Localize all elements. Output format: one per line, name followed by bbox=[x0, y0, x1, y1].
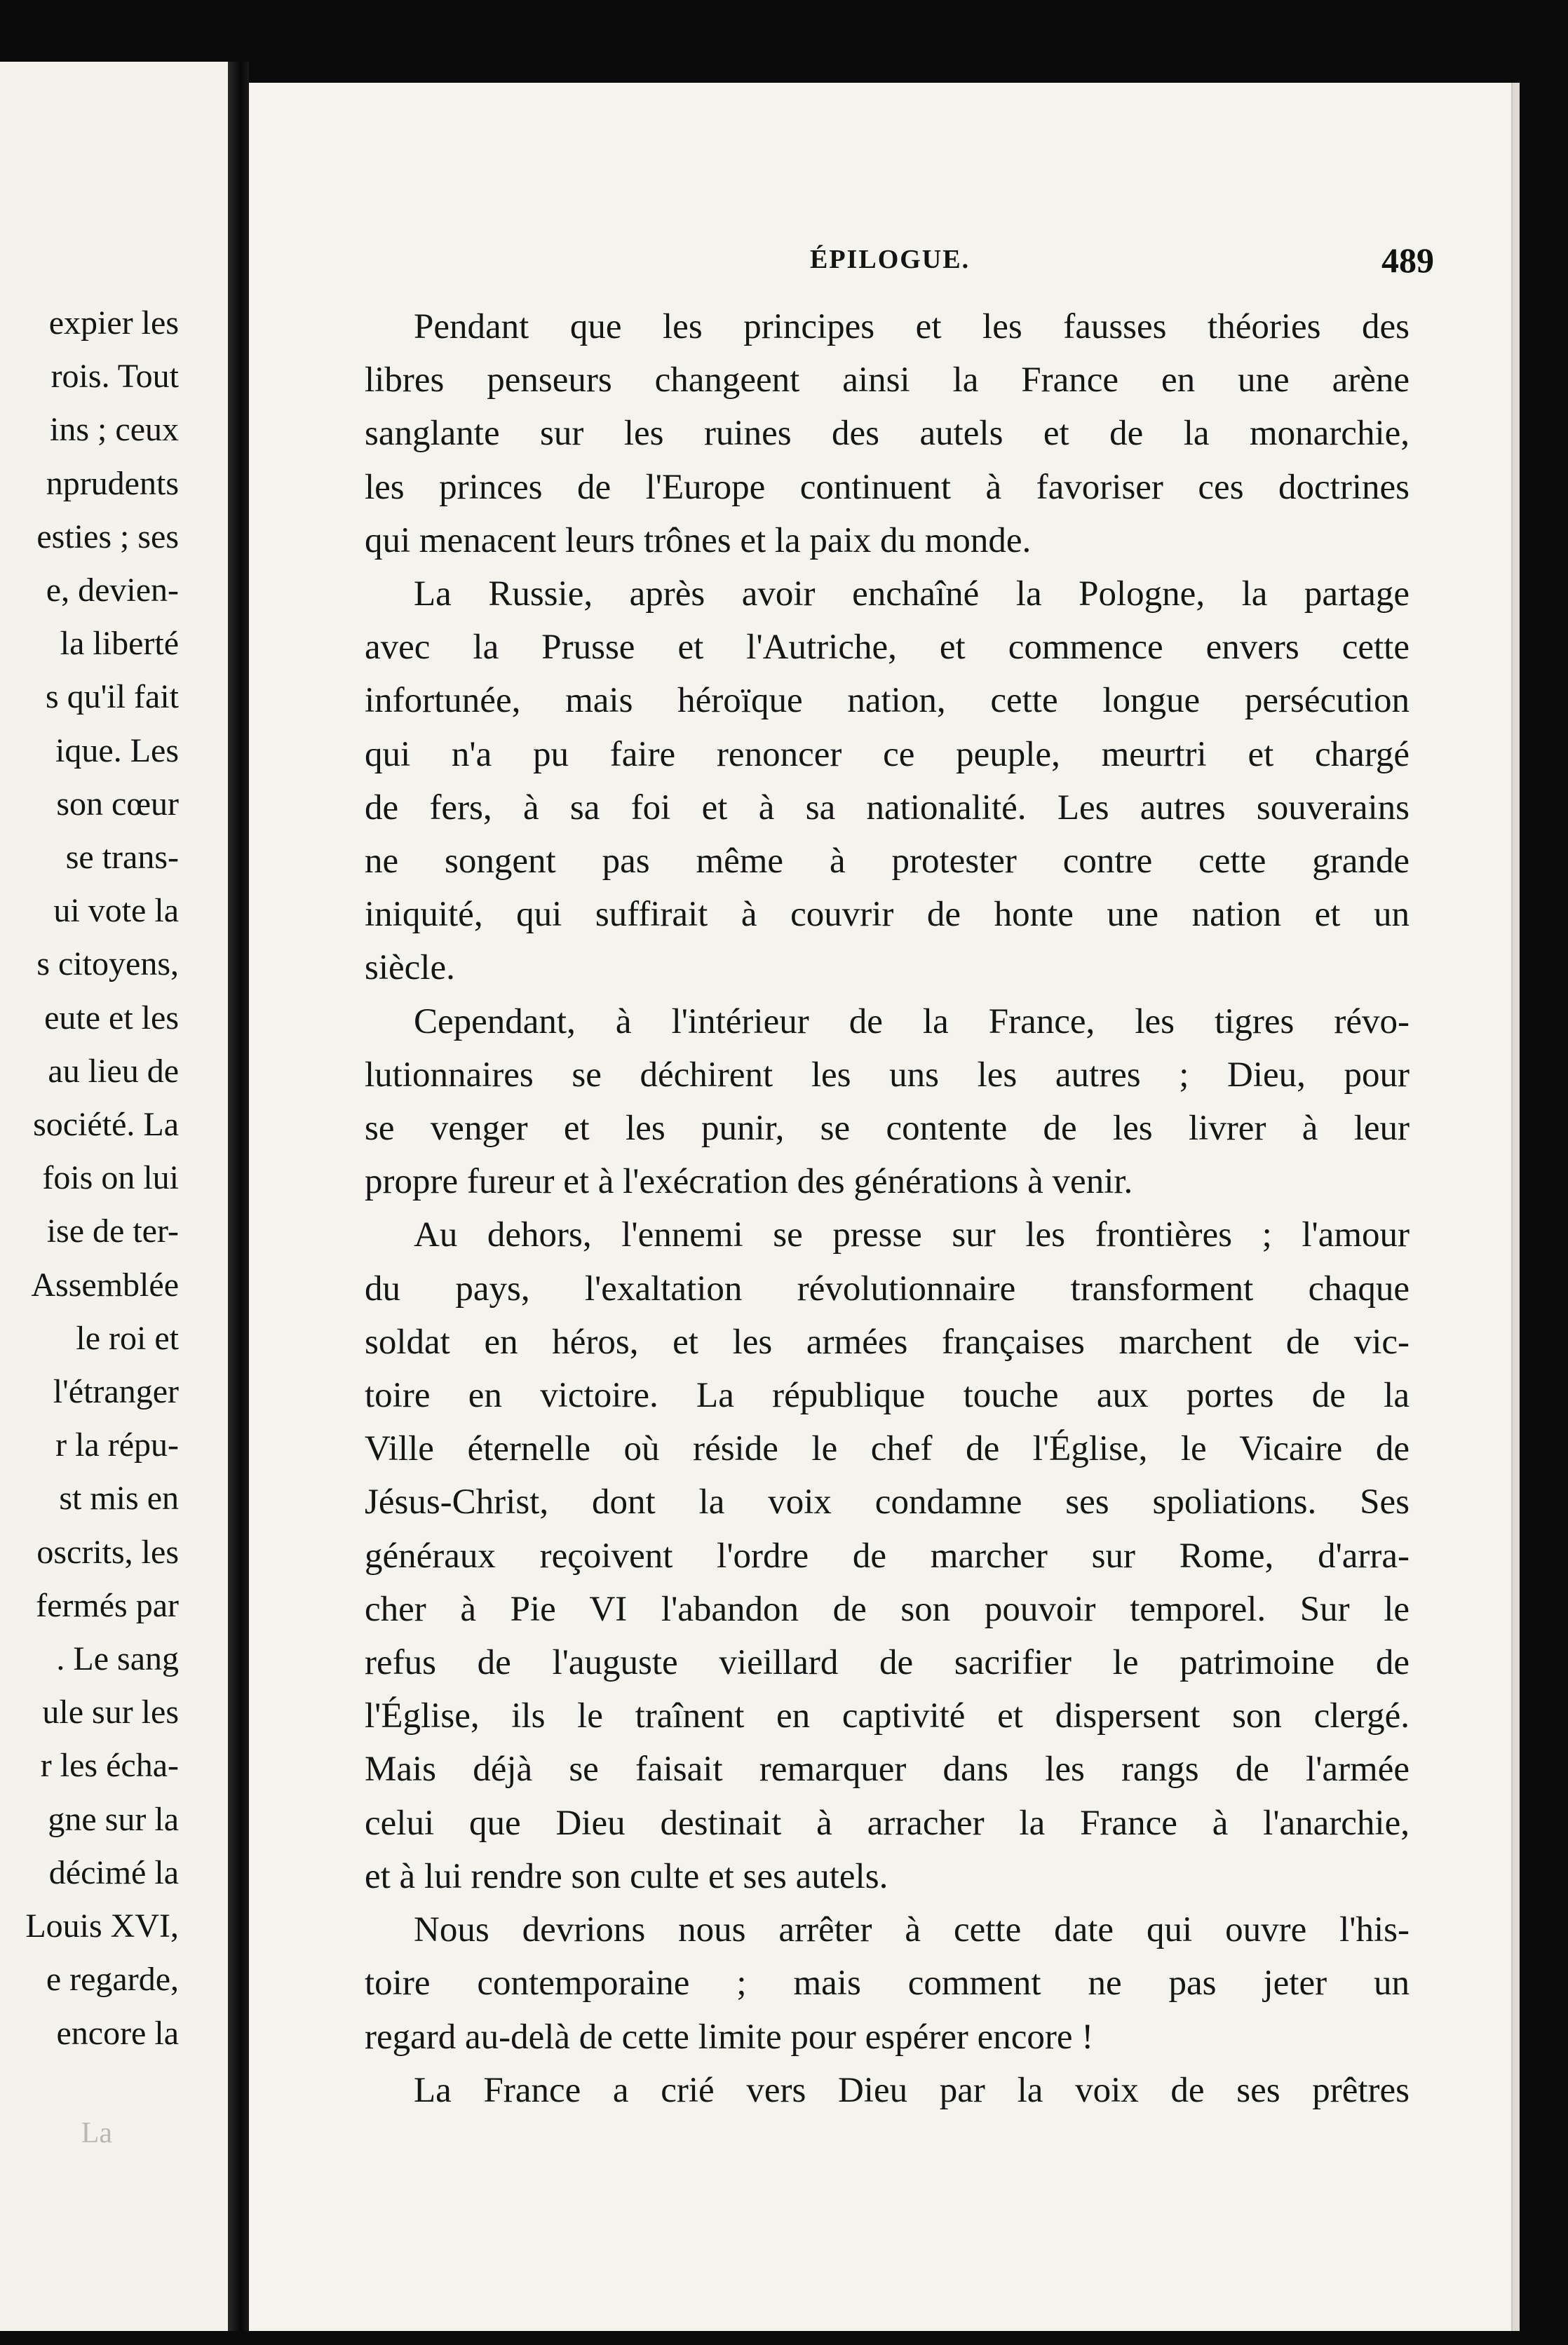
text-line: de fers, à sa foi et à sa nationalité. Les autres souverains bbox=[365, 788, 1410, 827]
text-line: ne songent pas même à protester contre cette grande bbox=[365, 842, 1410, 881]
left-line: eute et les bbox=[44, 999, 179, 1036]
left-line: s qu'il fait bbox=[46, 678, 179, 716]
left-line: esties ; ses bbox=[36, 518, 179, 555]
left-line: la liberté bbox=[60, 625, 179, 663]
left-line: r les écha- bbox=[40, 1747, 179, 1785]
text-line: sanglante sur les ruines des autels et de la monarchie, bbox=[365, 414, 1410, 454]
text-line: toire en victoire. La république touche aux portes de la bbox=[365, 1376, 1410, 1416]
page-number: 489 bbox=[1381, 241, 1434, 280]
left-line: ule sur les bbox=[42, 1694, 179, 1731]
text-line: qui n'a pu faire renoncer ce peuple, meurtri et chargé bbox=[365, 734, 1410, 774]
left-line: s citoyens, bbox=[36, 945, 179, 983]
text-line: du pays, l'exaltation révolutionnaire transforment chaque bbox=[365, 1269, 1410, 1309]
right-page bbox=[249, 83, 1520, 2331]
left-line: oscrits, les bbox=[36, 1533, 179, 1571]
text-line: lutionnaires se déchirent les uns les autres ; Dieu, pour bbox=[365, 1055, 1410, 1095]
left-line: ins ; ceux bbox=[50, 411, 179, 449]
left-line: e, devien- bbox=[46, 572, 179, 609]
text-line: toire contemporaine ; mais comment ne pas jeter un bbox=[365, 1964, 1410, 2003]
left-line: société. La bbox=[33, 1106, 179, 1144]
left-line: st mis en bbox=[59, 1480, 179, 1518]
left-line: son cœur bbox=[56, 785, 179, 823]
text-line: celui que Dieu destinait à arracher la France à l'anarchie, bbox=[365, 1803, 1410, 1843]
left-line: rois. Tout bbox=[50, 358, 179, 396]
text-line: refus de l'auguste vieillard de sacrifier le patrimoine de bbox=[365, 1643, 1410, 1683]
left-line: nprudents bbox=[46, 464, 179, 502]
running-title: ÉPILOGUE. bbox=[810, 245, 971, 274]
text-line: regard au-delà de cette limite pour espérer encore ! bbox=[365, 2017, 1094, 2057]
text-line: La Russie, après avoir enchaîné la Pologne, la partage bbox=[414, 574, 1410, 614]
text-line: l'Église, ils le traînent en captivité et dispersent son clergé. bbox=[365, 1696, 1410, 1736]
text-line: généraux reçoivent l'ordre de marcher sur Rome, d'arra- bbox=[365, 1536, 1410, 1576]
text-line: iniquité, qui suffirait à couvrir de honte une nation et un bbox=[365, 895, 1410, 935]
left-line: se trans- bbox=[65, 839, 179, 877]
text-line: Ville éternelle où réside le chef de l'Église, le Vicaire de bbox=[365, 1429, 1410, 1469]
left-line: ui vote la bbox=[53, 892, 179, 930]
left-line: r la répu- bbox=[55, 1426, 179, 1464]
left-line: Louis XVI, bbox=[25, 1907, 179, 1945]
left-line: expier les bbox=[48, 304, 179, 342]
text-line: se venger et les punir, se contente de les livrer à leur bbox=[365, 1109, 1410, 1149]
left-line: ise de ter- bbox=[46, 1212, 179, 1250]
left-line: l'étranger bbox=[53, 1373, 179, 1411]
text-line: avec la Prusse et l'Autriche, et commence envers cette bbox=[365, 628, 1410, 668]
left-line: . Le sang bbox=[56, 1640, 179, 1678]
left-line: gne sur la bbox=[48, 1800, 179, 1838]
page-edge bbox=[1511, 83, 1520, 2331]
running-head bbox=[249, 240, 1520, 289]
text-line: et à lui rendre son culte et ses autels. bbox=[365, 1856, 888, 1896]
left-line: Assemblée bbox=[31, 1266, 179, 1304]
text-line: Au dehors, l'ennemi se presse sur les frontières ; l'amour bbox=[414, 1215, 1410, 1255]
text-line: Jésus-Christ, dont la voix condamne ses spoliations. Ses bbox=[365, 1482, 1410, 1522]
left-line: fois on lui bbox=[42, 1159, 179, 1197]
text-line: Cependant, à l'intérieur de la France, les tigres révo- bbox=[414, 1001, 1410, 1041]
text-line: qui menacent leurs trônes et la paix du monde. bbox=[365, 520, 1032, 560]
left-line: fermés par bbox=[36, 1586, 179, 1624]
left-page-text bbox=[25, 297, 179, 2060]
left-line: encore la bbox=[56, 2014, 179, 2052]
text-line: Pendant que les principes et les fausses théories des bbox=[414, 307, 1410, 346]
left-page-tail-fragment: La bbox=[81, 2117, 112, 2149]
text-line: propre fureur et à l'exécration des générations à venir. bbox=[365, 1162, 1133, 1202]
text-line: les princes de l'Europe continuent à favoriser ces doctrines bbox=[365, 467, 1410, 507]
text-line: infortunée, mais héroïque nation, cette longue persécution bbox=[365, 681, 1410, 721]
left-line: décimé la bbox=[48, 1853, 179, 1891]
text-line: Mais déjà se faisait remarquer dans les rangs de l'armée bbox=[365, 1750, 1410, 1790]
body-text bbox=[365, 300, 1410, 2117]
left-line: ique. Les bbox=[55, 731, 179, 769]
text-line: cher à Pie VI l'abandon de son pouvoir temporel. Sur le bbox=[365, 1589, 1410, 1629]
text-line: soldat en héros, et les armées françaises marchent de vic- bbox=[365, 1322, 1410, 1362]
text-line: Nous devrions nous arrêter à cette date qui ouvre l'his- bbox=[414, 1910, 1410, 1950]
text-line: siècle. bbox=[365, 948, 455, 988]
left-line: le roi et bbox=[76, 1319, 179, 1357]
left-line: e regarde, bbox=[46, 1961, 179, 1999]
text-line: libres penseurs changeent ainsi la France en une arène bbox=[365, 360, 1410, 400]
text-line: La France a crié vers Dieu par la voix de ses prêtres bbox=[414, 2070, 1410, 2110]
left-line: au lieu de bbox=[48, 1052, 179, 1090]
book-gutter bbox=[228, 62, 249, 2331]
left-page bbox=[0, 62, 228, 2331]
